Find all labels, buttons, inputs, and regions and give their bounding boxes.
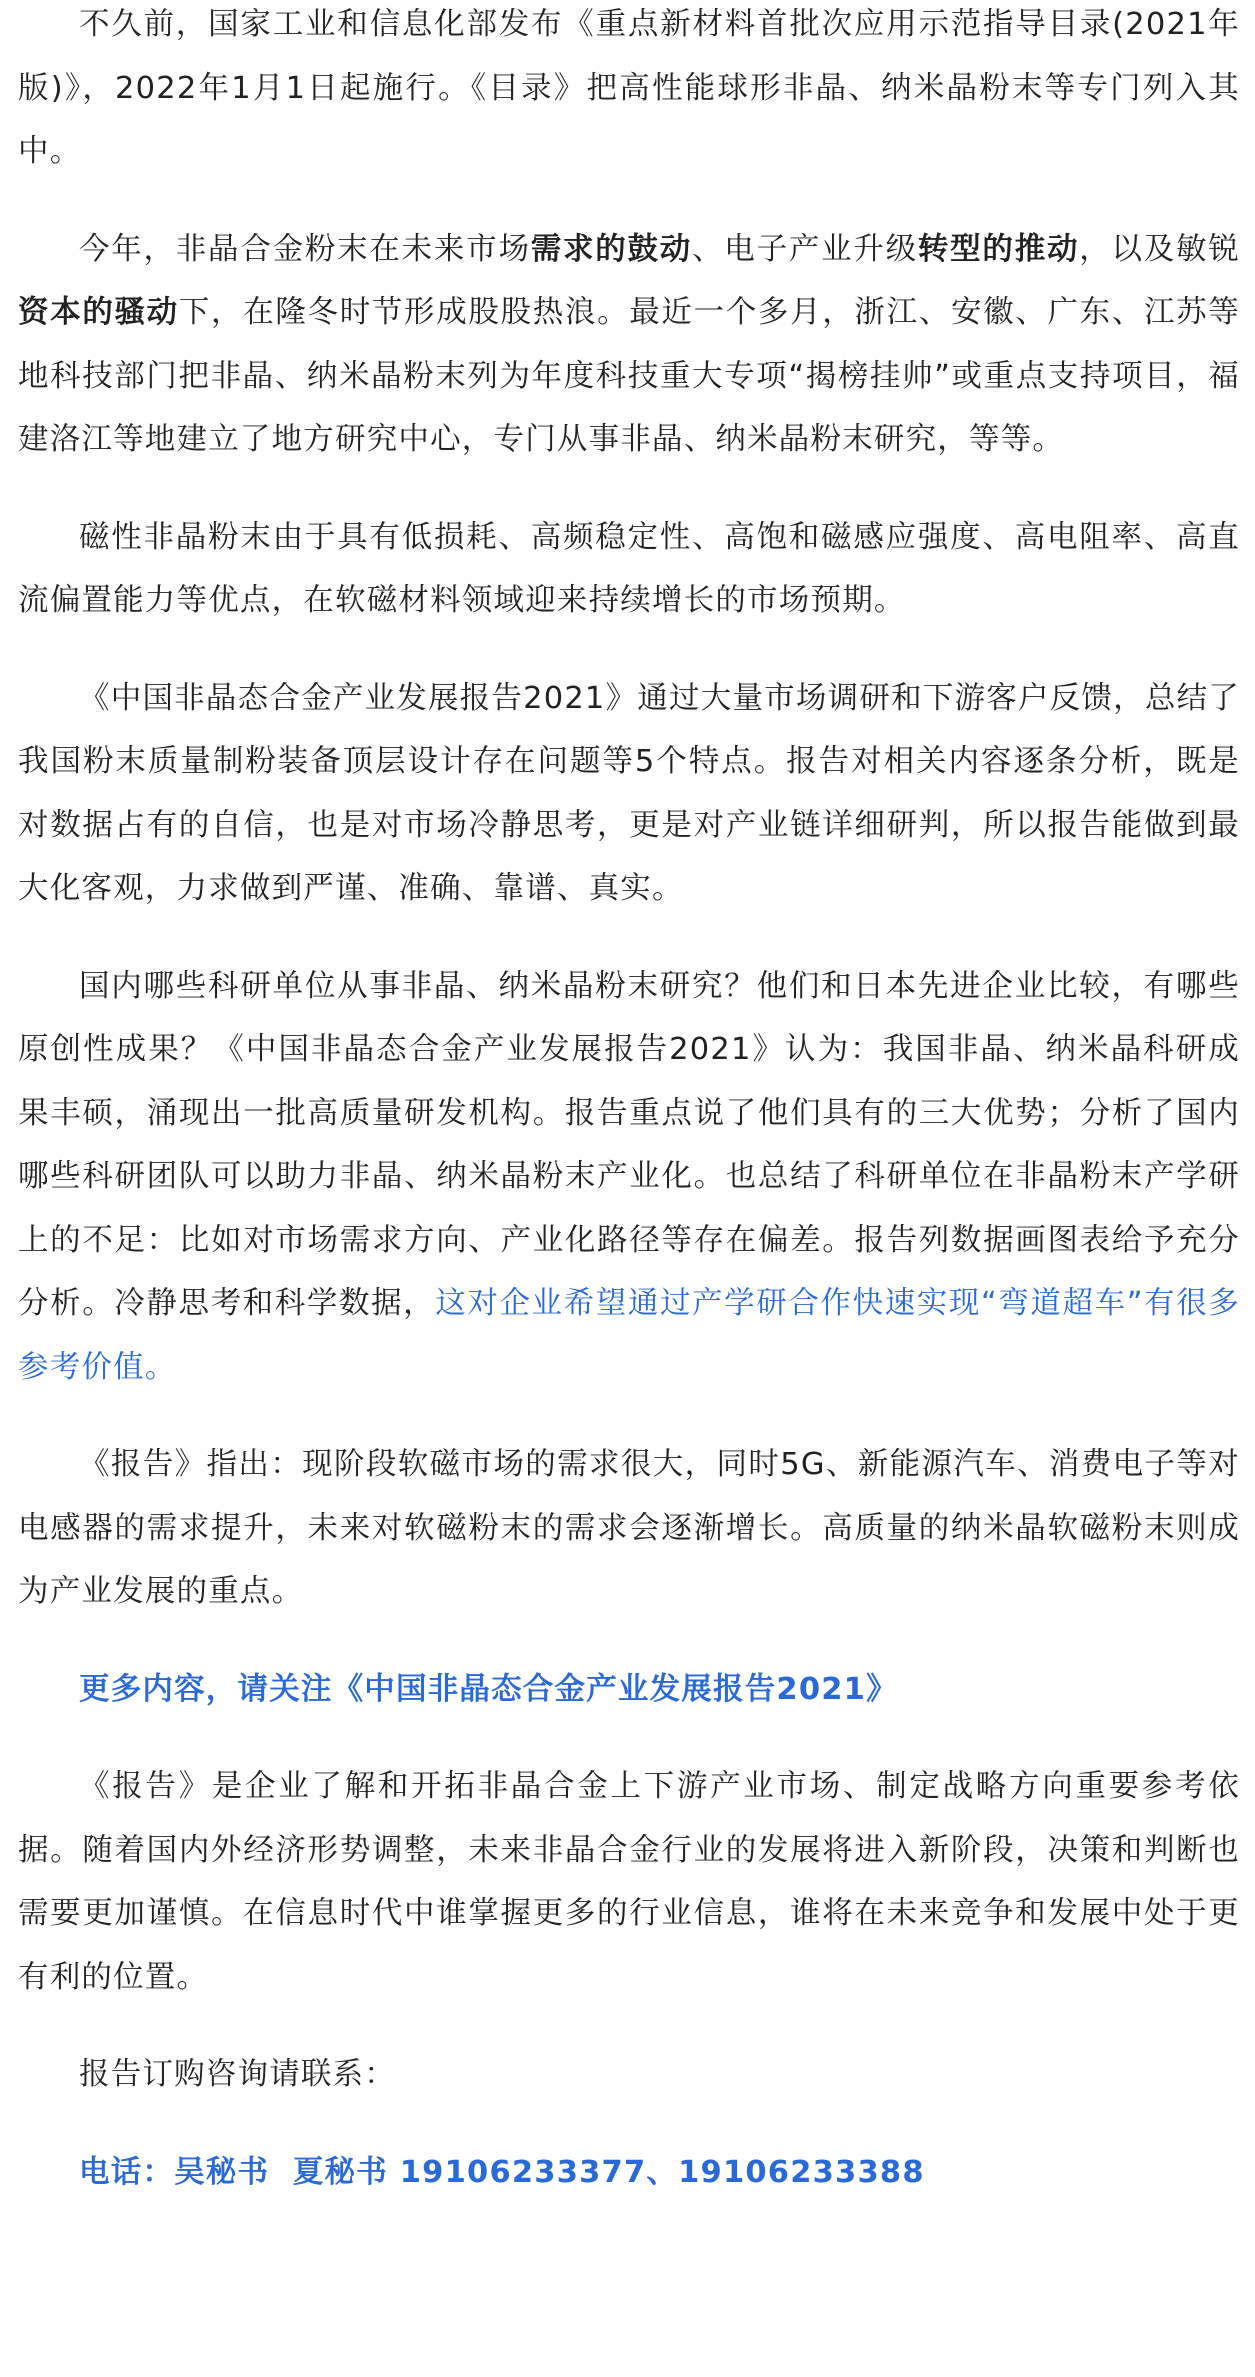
- paragraph-intro: 不久前，国家工业和信息化部发布《重点新材料首批次应用示范指导目录(2021年版)》，2022年1月1日起施行。《目录》把高性能球形非晶、纳米晶粉末等专门列入其中。: [18, 7, 1240, 169]
- bold-emphasis-demand: 需求的鼓动: [530, 231, 693, 267]
- paragraph-report-summary: 《中国非晶态合金产业发展报告2021》通过大量市场调研和下游客户反馈，总结了我国粉末质量制粉装备顶层设计存在问题等5个特点。报告对相关内容逐条分析，既是对数据占有的自信，也是对市场冷静思考，更是对产业链详细研判，所以报告能做到最大化客观，力求做到严谨、准确、靠谱、真实。: [18, 680, 1240, 906]
- highlight-link-text[interactable]: 这对企业希望通过产学研合作快速实现“弯道超车”有很多参考价值。: [18, 1286, 1240, 1385]
- paragraph-report-value: 《报告》是企业了解和开拓非晶合金上下游产业市场、制定战略方向重要参考依据。随着国内外经济形势调整，未来非晶合金行业的发展将进入新阶段，决策和判断也需要更加谨慎。在信息时代中谁掌握更多的行业信息，谁将在未来竞争和发展中处于更有利的位置。: [18, 1769, 1240, 1995]
- more-content-link[interactable]: 更多内容，请关注《中国非晶态合金产业发展报告2021》: [79, 1671, 898, 1707]
- text-segment: 、电子产业升级: [692, 231, 918, 267]
- text-segment: 国内哪些科研单位从事非晶、纳米晶粉末研究？他们和日本先进企业比较，有哪些原创性成果？《中国非晶态合金产业发展报告2021》认为：我国非晶、纳米晶科研成果丰硕，涌现出一批高质量研发机构。报告重点说了他们具有的三大优势；分析了国内哪些科研团队可以助力非晶、纳米晶粉末产业化。也总结了科研单位在非晶粉末产学研上的不足：比如对市场需求方向、产业化路径等存在偏差。报告列数据画图表给予充分分析。冷静思考和科学数据，: [18, 968, 1240, 1321]
- text-segment: 下，在隆冬时节形成股股热浪。最近一个多月，浙江、安徽、广东、江苏等地科技部门把非晶、纳米晶粉末列为年度科技重大专项“揭榜挂帅”或重点支持项目，福建洛江等地建立了地方研究中心，专门从事非晶、纳米晶粉末研究，等等。: [18, 295, 1240, 457]
- paragraph-market-drivers: [18, 218, 1240, 472]
- text-segment: 今年，非晶合金粉末在未来市场: [79, 231, 531, 267]
- paragraph-magnetic-powder: 磁性非晶粉末由于具有低损耗、高频稳定性、高饱和磁感应强度、高电阻率、高直流偏置能力等优点，在软磁材料领域迎来持续增长的市场预期。: [18, 519, 1240, 618]
- bold-emphasis-capital: 资本的骚动: [18, 295, 179, 330]
- contact-phone[interactable]: 电话：吴秘书 夏秘书 19106233377、19106233388: [79, 2154, 925, 2190]
- text-segment: ，以及敏锐: [1079, 231, 1240, 267]
- article-body: [18, 0, 1240, 2238]
- contact-intro: 报告订购咨询请联系：: [79, 2057, 396, 2092]
- bold-emphasis-transform: 转型的推动: [917, 231, 1080, 267]
- paragraph-research-units: [18, 955, 1240, 1400]
- paragraph-soft-magnetic-demand: 《报告》指出：现阶段软磁市场的需求很大，同时5G、新能源汽车、消费电子等对电感器的需求提升，未来对软磁粉末的需求会逐渐增长。高质量的纳米晶软磁粉末则成为产业发展的重点。: [18, 1447, 1240, 1609]
